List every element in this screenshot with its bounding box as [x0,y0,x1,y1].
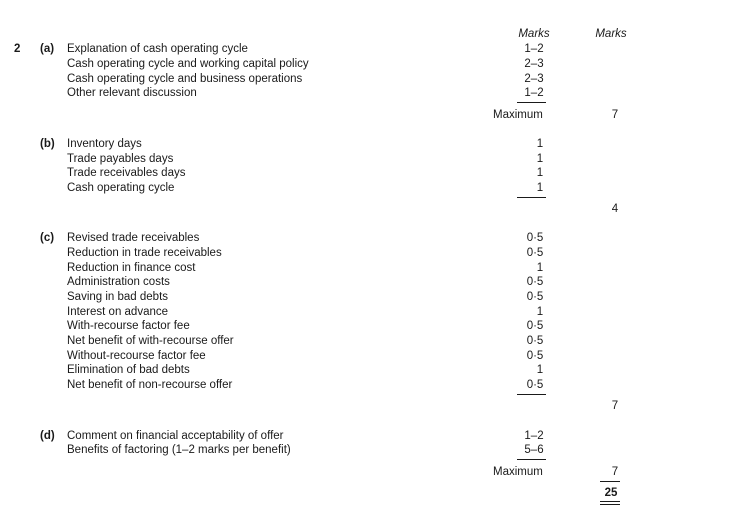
part-c-mark-3: 1 [536,262,544,274]
part-d-item-2: Benefits of factoring (1–2 marks per benefit) [67,444,291,456]
part-c-mark-6: 1 [536,306,544,318]
part-c-item-10: Elimination of bad debts [67,364,190,376]
part-c-item-8: Net benefit of with-recourse offer [67,335,234,347]
part-a-mark-2: 2–3 [524,58,544,70]
part-a-label: (a) [40,43,55,55]
part-c-label: (c) [40,232,55,244]
grand-total: 25 [604,487,618,499]
part-c-mark-1: 0·5 [526,232,544,244]
part-b-mark-2: 1 [536,153,544,165]
part-c-mark-9: 0·5 [526,350,544,362]
part-c-mark-11: 0·5 [526,379,544,391]
part-c-mark-4: 0·5 [526,276,544,288]
part-b-label: (b) [40,138,55,150]
part-d-mark-1: 1–2 [524,430,544,442]
part-c-mark-5: 0·5 [526,291,544,303]
part-b-mark-1: 1 [536,138,544,150]
part-b-mark-3: 1 [536,167,544,179]
part-b-rule [517,197,546,198]
part-a-mark-4: 1–2 [524,87,544,99]
part-d-rule [517,459,546,460]
part-b-item-1: Inventory days [67,138,142,150]
part-c-mark-10: 1 [536,364,544,376]
grand-total-top-rule [600,481,620,482]
part-a-item-4: Other relevant discussion [67,87,197,99]
part-c-item-11: Net benefit of non-recourse offer [67,379,233,391]
part-a-subtotal: 7 [611,109,619,121]
part-a-rule [517,102,546,103]
part-c-item-4: Administration costs [67,276,170,288]
part-c-item-5: Saving in bad debts [67,291,169,303]
part-b-subtotal: 4 [611,203,619,215]
part-c-item-6: Interest on advance [67,306,169,318]
part-d-subtotal: 7 [611,466,619,478]
part-a-mark-1: 1–2 [524,43,544,55]
part-a-item-2: Cash operating cycle and working capital policy [67,58,309,70]
part-d-maximum-label: Maximum [493,466,543,478]
marks-column-header-1: Marks [518,28,550,40]
grand-total-double-rule-2 [600,504,620,505]
part-c-item-2: Reduction in trade receivables [67,247,222,259]
part-c-mark-2: 0·5 [526,247,544,259]
part-a-item-3: Cash operating cycle and business operations [67,73,303,85]
part-d-label: (d) [40,430,55,442]
part-d-item-1: Comment on financial acceptability of offer [67,430,284,442]
part-c-mark-7: 0·5 [526,320,544,332]
part-b-item-3: Trade receivables days [67,167,186,179]
part-c-item-3: Reduction in finance cost [67,262,196,274]
part-c-mark-8: 0·5 [526,335,544,347]
marks-column-header-2: Marks [595,28,627,40]
part-d-mark-2: 5–6 [524,444,544,456]
grand-total-double-rule-1 [600,501,620,502]
part-c-item-9: Without-recourse factor fee [67,350,206,362]
part-c-subtotal: 7 [611,400,619,412]
part-b-item-2: Trade payables days [67,153,174,165]
part-a-mark-3: 2–3 [524,73,544,85]
part-c-item-1: Revised trade receivables [67,232,200,244]
part-b-item-4: Cash operating cycle [67,182,175,194]
question-number: 2 [14,43,21,55]
part-b-mark-4: 1 [536,182,544,194]
part-c-item-7: With-recourse factor fee [67,320,190,332]
part-a-item-1: Explanation of cash operating cycle [67,43,248,55]
part-c-rule [517,394,546,395]
part-a-maximum-label: Maximum [493,109,543,121]
